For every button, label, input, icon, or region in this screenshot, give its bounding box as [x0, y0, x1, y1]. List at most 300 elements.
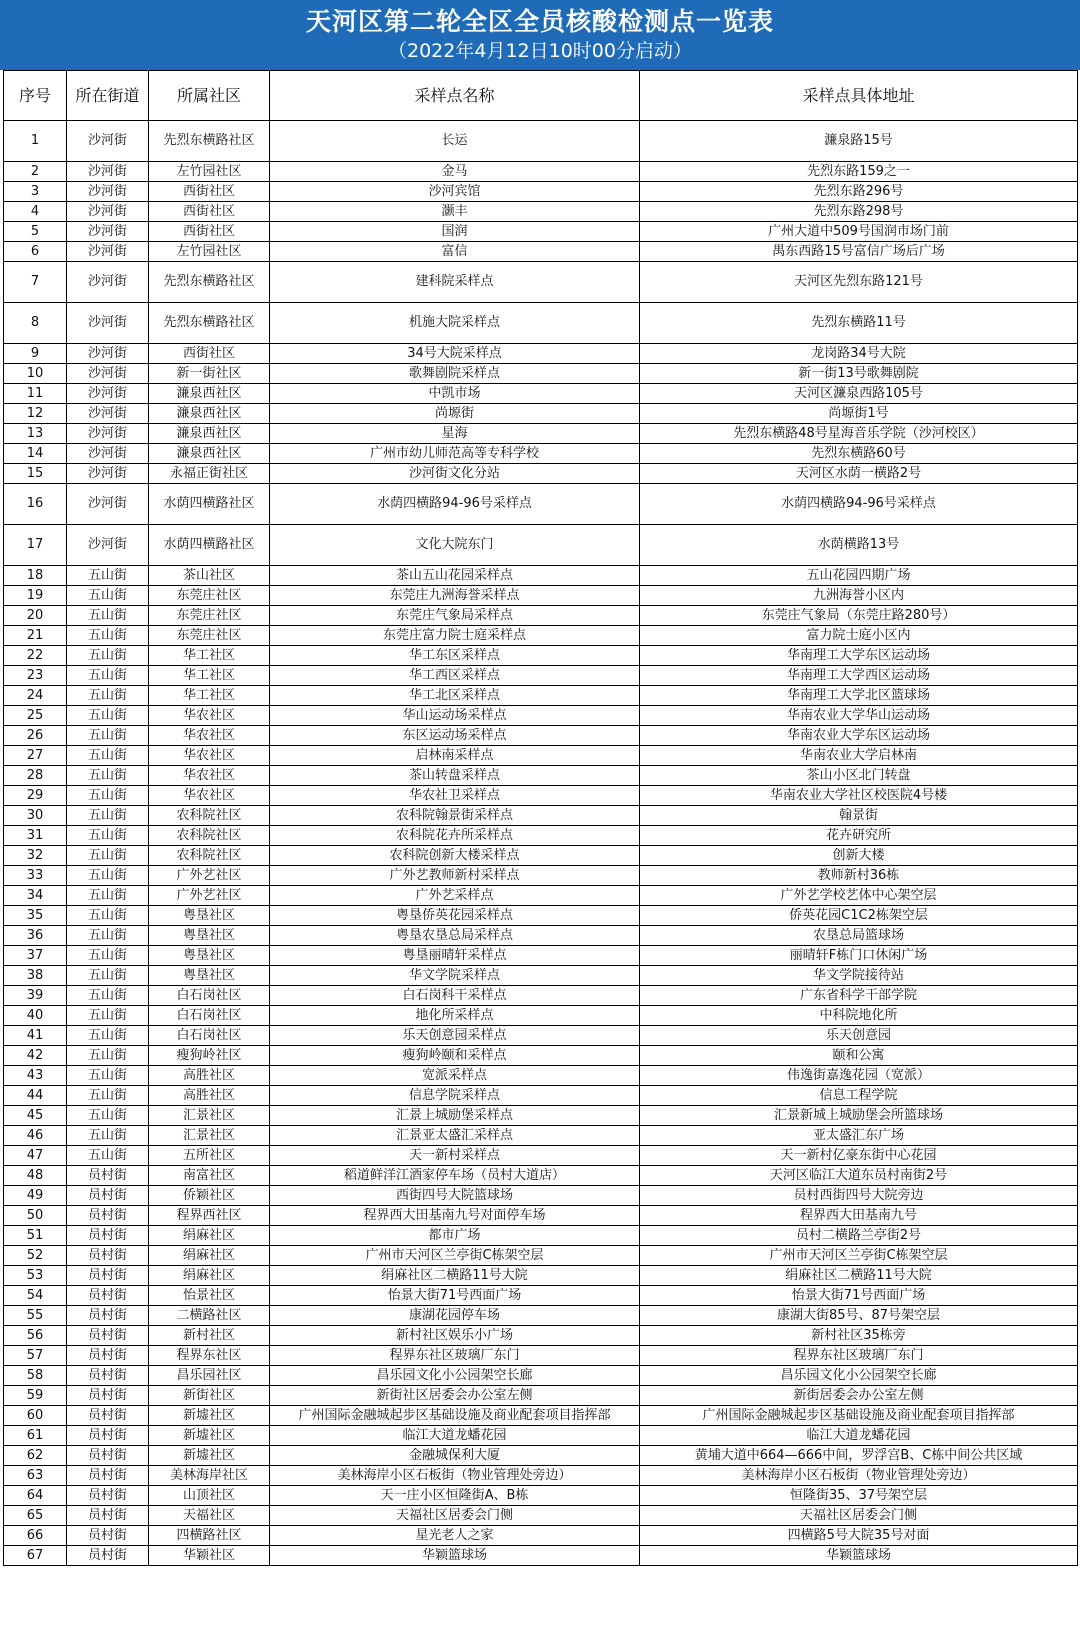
- cell-street: 五山街: [67, 1106, 149, 1126]
- cell-street: 五山街: [67, 686, 149, 706]
- cell-street: 沙河街: [67, 202, 149, 222]
- cell-site-address: 乐天创意园: [640, 1026, 1078, 1046]
- cell-street: 员村街: [67, 1266, 149, 1286]
- cell-site-address: 绢麻社区二横路11号大院: [640, 1266, 1078, 1286]
- cell-site-name: 机施大院采样点: [270, 303, 640, 344]
- cell-site-address: 新村社区35栋旁: [640, 1326, 1078, 1346]
- cell-community: 程界东社区: [149, 1346, 270, 1366]
- cell-street: 沙河街: [67, 444, 149, 464]
- cell-community: 南富社区: [149, 1166, 270, 1186]
- cell-community: 新墟社区: [149, 1426, 270, 1446]
- cell-index: 18: [4, 566, 67, 586]
- cell-street: 五山街: [67, 706, 149, 726]
- cell-index: 26: [4, 726, 67, 746]
- cell-community: 农科院社区: [149, 806, 270, 826]
- cell-index: 66: [4, 1526, 67, 1546]
- table-row: [4, 464, 1078, 484]
- table-row: [4, 202, 1078, 222]
- cell-index: 31: [4, 826, 67, 846]
- cell-index: 54: [4, 1286, 67, 1306]
- cell-index: 41: [4, 1026, 67, 1046]
- cell-index: 10: [4, 364, 67, 384]
- cell-community: 濂泉西社区: [149, 444, 270, 464]
- cell-community: 粤垦社区: [149, 946, 270, 966]
- cell-community: 华农社区: [149, 726, 270, 746]
- cell-street: 沙河街: [67, 464, 149, 484]
- table-row: [4, 706, 1078, 726]
- cell-site-address: 怡景大街71号西面广场: [640, 1286, 1078, 1306]
- table-row: [4, 404, 1078, 424]
- cell-index: 43: [4, 1066, 67, 1086]
- cell-index: 21: [4, 626, 67, 646]
- cell-community: 昌乐园社区: [149, 1366, 270, 1386]
- cell-index: 50: [4, 1206, 67, 1226]
- cell-site-name: 华颖篮球场: [270, 1546, 640, 1566]
- cell-index: 11: [4, 384, 67, 404]
- cell-site-name: 农科院翰景街采样点: [270, 806, 640, 826]
- cell-site-name: 白石岗科干采样点: [270, 986, 640, 1006]
- table-row: [4, 806, 1078, 826]
- cell-site-name: 新街社区居委会办公室左侧: [270, 1386, 640, 1406]
- cell-site-name: 新村社区娱乐小广场: [270, 1326, 640, 1346]
- cell-street: 沙河街: [67, 162, 149, 182]
- table-row: [4, 1086, 1078, 1106]
- cell-site-name: 金马: [270, 162, 640, 182]
- cell-community: 濂泉西社区: [149, 384, 270, 404]
- cell-site-name: 富信: [270, 242, 640, 262]
- cell-site-address: 广外艺学校艺体中心架空层: [640, 886, 1078, 906]
- page-subtitle: （2022年4月12日10时00分启动）: [388, 40, 692, 62]
- table-row: [4, 1486, 1078, 1506]
- cell-site-name: 粤垦农垦总局采样点: [270, 926, 640, 946]
- cell-site-address: 华南理工大学西区运动场: [640, 666, 1078, 686]
- cell-site-address: 天福社区居委会门侧: [640, 1506, 1078, 1526]
- cell-site-name: 星光老人之家: [270, 1526, 640, 1546]
- cell-index: 25: [4, 706, 67, 726]
- cell-site-address: 汇景新城上城励堡会所篮球场: [640, 1106, 1078, 1126]
- table-row: [4, 766, 1078, 786]
- cell-community: 西街社区: [149, 344, 270, 364]
- cell-index: 45: [4, 1106, 67, 1126]
- cell-site-address: 员村西街四号大院旁边: [640, 1186, 1078, 1206]
- cell-site-name: 广外艺采样点: [270, 886, 640, 906]
- cell-community: 农科院社区: [149, 826, 270, 846]
- cell-site-address: 九洲海誉小区内: [640, 586, 1078, 606]
- table-row: [4, 182, 1078, 202]
- cell-index: 2: [4, 162, 67, 182]
- cell-site-name: 程界西大田基南九号对面停车场: [270, 1206, 640, 1226]
- cell-index: 53: [4, 1266, 67, 1286]
- cell-index: 63: [4, 1466, 67, 1486]
- cell-site-name: 华工东区采样点: [270, 646, 640, 666]
- table-row: [4, 1166, 1078, 1186]
- cell-site-name: 尚塬街: [270, 404, 640, 424]
- cell-street: 五山街: [67, 746, 149, 766]
- cell-site-name: 沙河宾馆: [270, 182, 640, 202]
- cell-site-name: 汇景上城励堡采样点: [270, 1106, 640, 1126]
- table-row: [4, 946, 1078, 966]
- cell-street: 五山街: [67, 1126, 149, 1146]
- cell-community: 广外艺社区: [149, 886, 270, 906]
- cell-street: 沙河街: [67, 121, 149, 162]
- cell-index: 12: [4, 404, 67, 424]
- cell-site-address: 临江大道龙蟠花园: [640, 1426, 1078, 1446]
- cell-street: 五山街: [67, 926, 149, 946]
- cell-street: 员村街: [67, 1386, 149, 1406]
- cell-community: 二横路社区: [149, 1306, 270, 1326]
- table-row: [4, 1466, 1078, 1486]
- table-row: [4, 484, 1078, 525]
- cell-community: 粤垦社区: [149, 906, 270, 926]
- table-row: [4, 986, 1078, 1006]
- cell-site-name: 东莞庄富力院士庭采样点: [270, 626, 640, 646]
- cell-site-address: 先烈东路296号: [640, 182, 1078, 202]
- cell-community: 水荫四横路社区: [149, 484, 270, 525]
- cell-community: 左竹园社区: [149, 242, 270, 262]
- table-row: [4, 1106, 1078, 1126]
- cell-street: 员村街: [67, 1206, 149, 1226]
- cell-site-name: 地化所采样点: [270, 1006, 640, 1026]
- table-row: [4, 726, 1078, 746]
- table-row: [4, 1386, 1078, 1406]
- cell-index: 51: [4, 1226, 67, 1246]
- table-row: [4, 1226, 1078, 1246]
- cell-index: 5: [4, 222, 67, 242]
- table-row: [4, 525, 1078, 566]
- cell-site-address: 颐和公寓: [640, 1046, 1078, 1066]
- cell-site-address: 广州市天河区兰亭街C栋架空层: [640, 1246, 1078, 1266]
- cell-street: 员村街: [67, 1326, 149, 1346]
- table-row: [4, 646, 1078, 666]
- cell-community: 华农社区: [149, 706, 270, 726]
- cell-street: 沙河街: [67, 262, 149, 303]
- cell-street: 沙河街: [67, 525, 149, 566]
- table-row: [4, 444, 1078, 464]
- cell-street: 五山街: [67, 566, 149, 586]
- cell-index: 3: [4, 182, 67, 202]
- cell-site-address: 翰景街: [640, 806, 1078, 826]
- cell-street: 员村街: [67, 1526, 149, 1546]
- cell-site-address: 五山花园四期广场: [640, 566, 1078, 586]
- cell-site-name: 水荫四横路94-96号采样点: [270, 484, 640, 525]
- cell-street: 五山街: [67, 1086, 149, 1106]
- cell-site-name: 临江大道龙蟠花园: [270, 1426, 640, 1446]
- table-row: [4, 926, 1078, 946]
- cell-site-address: 花卉研究所: [640, 826, 1078, 846]
- cell-site-address: 恒隆街35、37号架空层: [640, 1486, 1078, 1506]
- cell-index: 58: [4, 1366, 67, 1386]
- cell-index: 48: [4, 1166, 67, 1186]
- cell-site-address: 华文学院接待站: [640, 966, 1078, 986]
- cell-site-name: 农科院创新大楼采样点: [270, 846, 640, 866]
- cell-site-address: 茶山小区北门转盘: [640, 766, 1078, 786]
- cell-street: 五山街: [67, 826, 149, 846]
- cell-community: 四横路社区: [149, 1526, 270, 1546]
- cell-community: 东莞庄社区: [149, 626, 270, 646]
- cell-community: 山顶社区: [149, 1486, 270, 1506]
- cell-index: 29: [4, 786, 67, 806]
- column-header-site-address: 采样点具体地址: [640, 71, 1078, 121]
- table-row: [4, 1326, 1078, 1346]
- cell-site-address: 农垦总局篮球场: [640, 926, 1078, 946]
- table-row: [4, 1046, 1078, 1066]
- cell-street: 员村街: [67, 1366, 149, 1386]
- cell-community: 华工社区: [149, 666, 270, 686]
- cell-community: 美林海岸社区: [149, 1466, 270, 1486]
- cell-site-address: 华南理工大学北区篮球场: [640, 686, 1078, 706]
- cell-index: 28: [4, 766, 67, 786]
- table-row: [4, 1126, 1078, 1146]
- table-row: [4, 1406, 1078, 1426]
- cell-index: 37: [4, 946, 67, 966]
- cell-index: 64: [4, 1486, 67, 1506]
- cell-site-address: 华南农业大学社区校医院4号楼: [640, 786, 1078, 806]
- testing-sites-table: [3, 70, 1078, 1566]
- cell-site-name: 乐天创意园采样点: [270, 1026, 640, 1046]
- cell-site-address: 华南农业大学启林南: [640, 746, 1078, 766]
- cell-street: 沙河街: [67, 242, 149, 262]
- cell-community: 五所社区: [149, 1146, 270, 1166]
- table-row: [4, 1186, 1078, 1206]
- table-row: [4, 666, 1078, 686]
- cell-community: 东莞庄社区: [149, 586, 270, 606]
- cell-community: 怡景社区: [149, 1286, 270, 1306]
- table-row: [4, 1506, 1078, 1526]
- cell-site-address: 濂泉路15号: [640, 121, 1078, 162]
- cell-street: 五山街: [67, 1046, 149, 1066]
- column-header-street: 所在街道: [67, 71, 149, 121]
- cell-site-address: 华南理工大学东区运动场: [640, 646, 1078, 666]
- table-row: [4, 1526, 1078, 1546]
- cell-site-name: 美林海岸小区石板街（物业管理处旁边）: [270, 1466, 640, 1486]
- cell-community: 绢麻社区: [149, 1266, 270, 1286]
- cell-street: 员村街: [67, 1186, 149, 1206]
- cell-site-name: 34号大院采样点: [270, 344, 640, 364]
- cell-street: 五山街: [67, 666, 149, 686]
- cell-index: 40: [4, 1006, 67, 1026]
- table-row: [4, 1286, 1078, 1306]
- cell-street: 沙河街: [67, 424, 149, 444]
- cell-community: 华农社区: [149, 746, 270, 766]
- table-row: [4, 826, 1078, 846]
- cell-site-address: 华颖篮球场: [640, 1546, 1078, 1566]
- cell-street: 沙河街: [67, 484, 149, 525]
- cell-street: 沙河街: [67, 182, 149, 202]
- cell-community: 新一街社区: [149, 364, 270, 384]
- cell-site-address: 创新大楼: [640, 846, 1078, 866]
- cell-community: 天福社区: [149, 1506, 270, 1526]
- cell-site-name: 茶山五山花园采样点: [270, 566, 640, 586]
- cell-site-name: 沙河街文化分站: [270, 464, 640, 484]
- cell-street: 五山街: [67, 586, 149, 606]
- table-row: [4, 1246, 1078, 1266]
- cell-community: 新墟社区: [149, 1446, 270, 1466]
- cell-community: 水荫四横路社区: [149, 525, 270, 566]
- cell-index: 42: [4, 1046, 67, 1066]
- cell-community: 华颖社区: [149, 1546, 270, 1566]
- cell-community: 濂泉西社区: [149, 404, 270, 424]
- table-row: [4, 1026, 1078, 1046]
- cell-community: 侨颖社区: [149, 1186, 270, 1206]
- cell-street: 五山街: [67, 1006, 149, 1026]
- cell-street: 沙河街: [67, 222, 149, 242]
- cell-community: 华农社区: [149, 786, 270, 806]
- cell-index: 14: [4, 444, 67, 464]
- cell-index: 32: [4, 846, 67, 866]
- cell-site-name: 天一庄小区恒隆街A、B栋: [270, 1486, 640, 1506]
- cell-index: 49: [4, 1186, 67, 1206]
- cell-index: 46: [4, 1126, 67, 1146]
- cell-street: 五山街: [67, 806, 149, 826]
- cell-site-address: 伟逸街嘉逸花园（宽派）: [640, 1066, 1078, 1086]
- cell-street: 员村街: [67, 1546, 149, 1566]
- cell-community: 华工社区: [149, 646, 270, 666]
- table-row: [4, 1146, 1078, 1166]
- cell-index: 59: [4, 1386, 67, 1406]
- cell-index: 24: [4, 686, 67, 706]
- table-row: [4, 242, 1078, 262]
- cell-site-address: 天河区临江大道东员村南街2号: [640, 1166, 1078, 1186]
- cell-index: 19: [4, 586, 67, 606]
- table-row: [4, 344, 1078, 364]
- cell-site-address: 禺东西路15号富信广场后广场: [640, 242, 1078, 262]
- cell-site-name: 华工北区采样点: [270, 686, 640, 706]
- cell-site-address: 水荫四横路94-96号采样点: [640, 484, 1078, 525]
- cell-site-name: 农科院花卉所采样点: [270, 826, 640, 846]
- cell-site-name: 程界东社区玻璃厂东门: [270, 1346, 640, 1366]
- cell-site-name: 广州市幼儿师范高等专科学校: [270, 444, 640, 464]
- cell-site-name: 西街四号大院篮球场: [270, 1186, 640, 1206]
- cell-site-name: 康湖花园停车场: [270, 1306, 640, 1326]
- cell-street: 五山街: [67, 786, 149, 806]
- cell-site-address: 昌乐园文化小公园架空长廊: [640, 1366, 1078, 1386]
- cell-index: 20: [4, 606, 67, 626]
- cell-community: 东莞庄社区: [149, 606, 270, 626]
- cell-site-address: 黄埔大道中664—666中间，罗浮宫B、C栋中间公共区域: [640, 1446, 1078, 1466]
- cell-community: 西街社区: [149, 182, 270, 202]
- table-row: [4, 121, 1078, 162]
- cell-index: 60: [4, 1406, 67, 1426]
- table-row: [4, 866, 1078, 886]
- cell-community: 白石岗社区: [149, 1026, 270, 1046]
- cell-site-address: 天一新村亿豪东街中心花园: [640, 1146, 1078, 1166]
- cell-site-address: 程界西大田基南九号: [640, 1206, 1078, 1226]
- cell-street: 五山街: [67, 846, 149, 866]
- cell-street: 五山街: [67, 966, 149, 986]
- cell-community: 高胜社区: [149, 1066, 270, 1086]
- cell-street: 员村街: [67, 1286, 149, 1306]
- cell-community: 茶山社区: [149, 566, 270, 586]
- cell-site-name: 长运: [270, 121, 640, 162]
- cell-site-address: 水荫横路13号: [640, 525, 1078, 566]
- table-row: [4, 384, 1078, 404]
- cell-index: 56: [4, 1326, 67, 1346]
- cell-index: 67: [4, 1546, 67, 1566]
- cell-index: 22: [4, 646, 67, 666]
- table-row: [4, 162, 1078, 182]
- cell-street: 员村街: [67, 1246, 149, 1266]
- cell-community: 高胜社区: [149, 1086, 270, 1106]
- table-row: [4, 606, 1078, 626]
- cell-site-name: 昌乐园文化小公园架空长廊: [270, 1366, 640, 1386]
- cell-street: 员村街: [67, 1226, 149, 1246]
- cell-site-name: 茶山转盘采样点: [270, 766, 640, 786]
- table-row: [4, 886, 1078, 906]
- cell-index: 61: [4, 1426, 67, 1446]
- cell-site-address: 广州国际金融城起步区基础设施及商业配套项目指挥部: [640, 1406, 1078, 1426]
- cell-site-address: 康湖大街85号、87号架空层: [640, 1306, 1078, 1326]
- cell-street: 员村街: [67, 1426, 149, 1446]
- table-row: [4, 846, 1078, 866]
- cell-index: 47: [4, 1146, 67, 1166]
- cell-community: 汇景社区: [149, 1126, 270, 1146]
- table-row: [4, 566, 1078, 586]
- table-row: [4, 262, 1078, 303]
- cell-street: 员村街: [67, 1486, 149, 1506]
- cell-site-name: 怡景大街71号西面广场: [270, 1286, 640, 1306]
- cell-street: 五山街: [67, 1146, 149, 1166]
- cell-site-name: 广州国际金融城起步区基础设施及商业配套项目指挥部: [270, 1406, 640, 1426]
- cell-street: 沙河街: [67, 303, 149, 344]
- cell-community: 粤垦社区: [149, 966, 270, 986]
- page-title: 天河区第二轮全区全员核酸检测点一览表: [305, 7, 774, 36]
- cell-site-name: 粤垦丽晴轩采样点: [270, 946, 640, 966]
- cell-street: 五山街: [67, 886, 149, 906]
- cell-site-name: 稻道鲜洋江酒家停车场（员村大道店）: [270, 1166, 640, 1186]
- cell-community: 新墟社区: [149, 1406, 270, 1426]
- cell-site-address: 丽晴轩F栋门口休闲广场: [640, 946, 1078, 966]
- cell-site-name: 都市广场: [270, 1226, 640, 1246]
- cell-street: 沙河街: [67, 364, 149, 384]
- table-row: [4, 626, 1078, 646]
- cell-site-name: 中凯市场: [270, 384, 640, 404]
- cell-site-name: 歌舞剧院采样点: [270, 364, 640, 384]
- page-header: [0, 0, 1080, 70]
- cell-index: 27: [4, 746, 67, 766]
- cell-site-address: 尚塬街1号: [640, 404, 1078, 424]
- cell-index: 55: [4, 1306, 67, 1326]
- column-header-index: 序号: [4, 71, 67, 121]
- cell-site-name: 东区运动场采样点: [270, 726, 640, 746]
- table-row: [4, 1206, 1078, 1226]
- cell-index: 65: [4, 1506, 67, 1526]
- cell-site-address: 天河区先烈东路121号: [640, 262, 1078, 303]
- cell-community: 先烈东横路社区: [149, 121, 270, 162]
- cell-street: 五山街: [67, 986, 149, 1006]
- cell-site-name: 天一新村采样点: [270, 1146, 640, 1166]
- cell-site-name: 东莞庄气象局采样点: [270, 606, 640, 626]
- cell-street: 五山街: [67, 1026, 149, 1046]
- cell-index: 30: [4, 806, 67, 826]
- cell-site-address: 天河区濂泉西路105号: [640, 384, 1078, 404]
- cell-street: 员村街: [67, 1306, 149, 1326]
- cell-site-name: 宽派采样点: [270, 1066, 640, 1086]
- cell-site-address: 新一街13号歌舞剧院: [640, 364, 1078, 384]
- cell-site-address: 富力院士庭小区内: [640, 626, 1078, 646]
- cell-site-address: 先烈东横路48号星海音乐学院（沙河校区）: [640, 424, 1078, 444]
- cell-community: 西街社区: [149, 222, 270, 242]
- cell-community: 粤垦社区: [149, 926, 270, 946]
- cell-street: 五山街: [67, 946, 149, 966]
- cell-index: 36: [4, 926, 67, 946]
- cell-community: 新村社区: [149, 1326, 270, 1346]
- cell-site-address: 侨英花园C1C2栋架空层: [640, 906, 1078, 926]
- table-row: [4, 364, 1078, 384]
- cell-community: 华农社区: [149, 766, 270, 786]
- cell-street: 员村街: [67, 1506, 149, 1526]
- cell-site-address: 美林海岸小区石板街（物业管理处旁边）: [640, 1466, 1078, 1486]
- cell-site-name: 国润: [270, 222, 640, 242]
